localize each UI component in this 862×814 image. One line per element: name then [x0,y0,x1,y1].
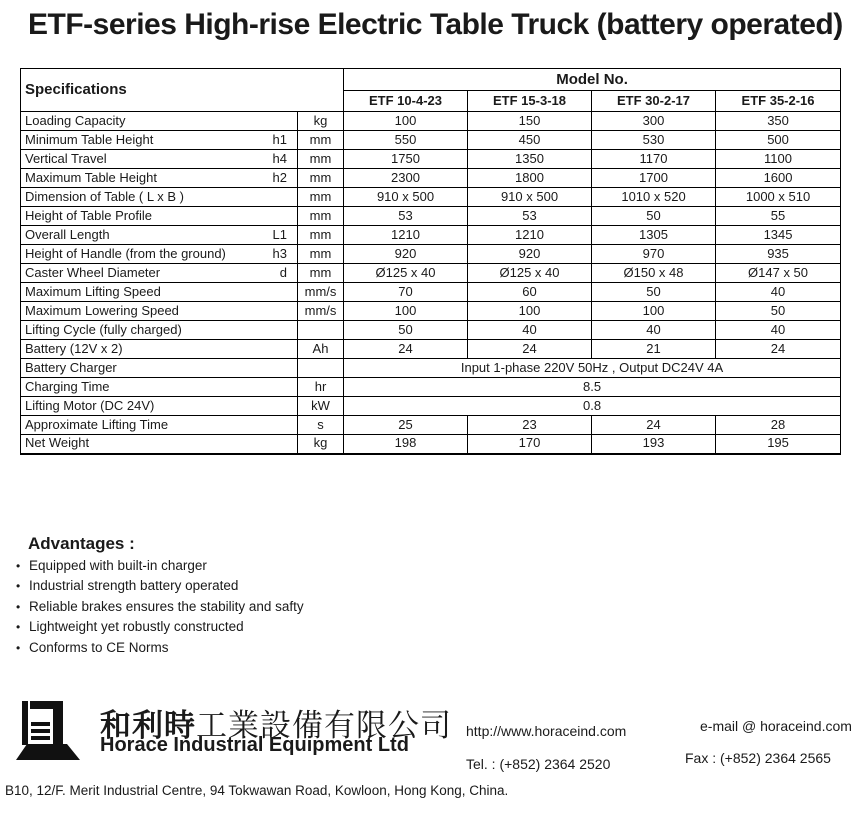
unit-cell: kg [298,435,344,454]
value-cell: 910 x 500 [344,188,468,207]
unit-cell: mm [298,169,344,188]
model-col-header-3: ETF 30-2-17 [592,91,716,112]
value-cell: 25 [344,416,468,435]
value-cell: 1350 [468,150,592,169]
value-cell: Ø150 x 48 [592,264,716,283]
spec-name: Battery Charger [25,359,117,375]
model-col-header-4: ETF 35-2-16 [716,91,841,112]
spec-table-body [21,112,841,454]
spec-name: Overall Length [25,226,110,242]
table-row [21,150,841,169]
spec-name-cell [21,169,298,188]
spec-name: Maximum Lowering Speed [25,302,179,318]
value-cell: 198 [344,435,468,454]
spec-name: Height of Handle (from the ground) [25,245,226,261]
value-cell: 53 [344,207,468,226]
spec-symbol: h4 [272,150,287,166]
model-col-header-2: ETF 15-3-18 [468,91,592,112]
value-cell: 193 [592,435,716,454]
bullet-icon: • [16,559,21,573]
company-name-chinese-rest: 工業設備有限公司 [196,708,452,743]
model-no-header: Model No. [344,69,841,91]
spec-symbol: d [279,264,287,280]
table-row [21,321,841,340]
spec-name-cell [21,283,298,302]
value-cell: 21 [592,340,716,359]
unit-cell: mm/s [298,302,344,321]
value-cell: 910 x 500 [468,188,592,207]
value-cell: Ø125 x 40 [468,264,592,283]
value-cell: 100 [344,112,468,131]
value-cell: 450 [468,131,592,150]
value-cell: 70 [344,283,468,302]
unit-cell: mm [298,245,344,264]
value-cell: 24 [344,340,468,359]
spec-name-cell [21,188,298,207]
advantage-text: Conforms to CE Norms [29,639,169,655]
spec-name-cell [21,416,298,435]
spec-name-cell [21,359,298,378]
value-cell: 24 [716,340,841,359]
spec-name: Charging Time [25,378,110,394]
value-cell: 40 [716,321,841,340]
table-row [21,169,841,188]
value-cell: 40 [716,283,841,302]
spec-name-cell [21,245,298,264]
value-cell: 1210 [344,226,468,245]
unit-cell: s [298,416,344,435]
unit-cell: mm [298,131,344,150]
unit-cell: hr [298,378,344,397]
table-row [21,397,841,416]
table-row [21,378,841,397]
unit-cell [298,321,344,340]
value-cell: 100 [344,302,468,321]
spec-name-cell [21,321,298,340]
value-cell: 60 [468,283,592,302]
value-cell: 50 [716,302,841,321]
spec-name-cell [21,131,298,150]
advantage-item [16,556,304,576]
spec-name: Lifting Cycle (fully charged) [25,321,182,337]
value-cell: Ø125 x 40 [344,264,468,283]
unit-cell: kg [298,112,344,131]
unit-cell: Ah [298,340,344,359]
spec-name-cell [21,302,298,321]
table-row [21,207,841,226]
value-cell: 1010 x 520 [592,188,716,207]
bullet-icon: • [16,579,21,594]
spec-name-cell [21,435,298,454]
page-title: ETF-series High-rise Electric Table Truck (battery operated) [28,8,843,41]
spec-name-cell [21,226,298,245]
unit-cell: mm/s [298,283,344,302]
value-cell: 100 [468,302,592,321]
spec-name-cell [21,340,298,359]
merged-value-cell: Input 1-phase 220V 50Hz , Output DC24V 4A [344,359,841,378]
spec-name: Height of Table Profile [25,207,152,223]
value-cell: 530 [592,131,716,150]
unit-cell: mm [298,226,344,245]
unit-cell [298,359,344,378]
bullet-icon: • [16,599,21,614]
bullet-icon: • [16,640,21,655]
value-cell: 935 [716,245,841,264]
spec-name: Minimum Table Height [25,131,154,147]
company-logo-icon [14,698,92,764]
spec-name-cell [21,264,298,283]
value-cell: 500 [716,131,841,150]
value-cell: 100 [592,302,716,321]
spec-name-cell [21,150,298,169]
fax-number: Fax : (+852) 2364 2565 [685,750,831,766]
spec-symbol: L1 [272,226,287,242]
spec-name-cell [21,207,298,226]
bullet-icon: • [16,620,21,635]
value-cell: 24 [468,340,592,359]
advantage-item [16,638,304,658]
value-cell: 23 [468,416,592,435]
value-cell: 1600 [716,169,841,188]
model-col-header-1: ETF 10-4-23 [344,91,468,112]
value-cell: 1700 [592,169,716,188]
value-cell: 50 [592,283,716,302]
unit-cell: mm [298,188,344,207]
spec-name: Dimension of Table ( L x B ) [25,188,184,204]
table-row [21,416,841,435]
value-cell: 24 [592,416,716,435]
spec-name: Caster Wheel Diameter [25,264,161,280]
unit-cell: kW [298,397,344,416]
value-cell: 2300 [344,169,468,188]
table-row [21,112,841,131]
table-row [21,435,841,454]
advantage-text: Lightweight yet robustly constructed [29,619,244,635]
spec-name: Approximate Lifting Time [25,416,169,432]
value-cell: 55 [716,207,841,226]
value-cell: 1210 [468,226,592,245]
value-cell: 1100 [716,150,841,169]
value-cell: 1750 [344,150,468,169]
value-cell: 40 [468,321,592,340]
table-row [21,340,841,359]
value-cell: 40 [592,321,716,340]
specifications-header: Specifications [21,69,344,112]
table-header-row-model [21,69,841,91]
spec-name: Net Weight [25,435,90,451]
table-row [21,283,841,302]
advantage-item [16,597,304,617]
spec-name-cell [21,397,298,416]
advantage-item [16,576,304,596]
advantages-list [16,556,304,658]
table-row [21,131,841,150]
spec-name: Maximum Lifting Speed [25,283,161,299]
value-cell: 550 [344,131,468,150]
advantage-text: Industrial strength battery operated [29,578,239,594]
table-row [21,264,841,283]
spec-name-cell [21,112,298,131]
unit-cell: mm [298,264,344,283]
spec-symbol: h3 [272,245,287,261]
value-cell: 28 [716,416,841,435]
unit-cell: mm [298,207,344,226]
merged-value-cell: 8.5 [344,378,841,397]
value-cell: 53 [468,207,592,226]
spec-table [20,68,841,455]
value-cell: 50 [592,207,716,226]
spec-name: Lifting Motor (DC 24V) [25,397,155,413]
table-row [21,359,841,378]
spec-name: Maximum Table Height [25,169,157,185]
value-cell: 350 [716,112,841,131]
advantage-text: Equipped with built-in charger [29,558,207,573]
spec-name: Vertical Travel [25,150,107,166]
company-name-chinese-stylized: 和利時 [100,708,196,743]
value-cell: 970 [592,245,716,264]
table-row [21,302,841,321]
value-cell: 1800 [468,169,592,188]
value-cell: 50 [344,321,468,340]
advantages-heading: Advantages : [28,534,135,553]
telephone-number: Tel. : (+852) 2364 2520 [466,756,611,772]
value-cell: 170 [468,435,592,454]
spec-name: Battery (12V x 2) [25,340,123,356]
value-cell: Ø147 x 50 [716,264,841,283]
value-cell: 920 [344,245,468,264]
value-cell: 300 [592,112,716,131]
unit-cell: mm [298,150,344,169]
advantage-item [16,617,304,637]
merged-value-cell: 0.8 [344,397,841,416]
spec-name: Loading Capacity [25,112,126,128]
company-name-english: Horace Industrial Equipment Ltd [100,734,409,756]
value-cell: 920 [468,245,592,264]
value-cell: 1170 [592,150,716,169]
website-url: http://www.horaceind.com [466,723,627,739]
value-cell: 195 [716,435,841,454]
spec-symbol: h2 [272,169,287,185]
table-row [21,188,841,207]
value-cell: 1000 x 510 [716,188,841,207]
table-row [21,226,841,245]
table-row [21,245,841,264]
company-address: B10, 12/F. Merit Industrial Centre, 94 Tokwawan Road, Kowloon, Hong Kong, China. [5,783,509,798]
email-address: e-mail @ horaceind.com [700,718,852,734]
spec-symbol: h1 [272,131,287,147]
advantage-text: Reliable brakes ensures the stability and safty [29,598,304,614]
value-cell: 150 [468,112,592,131]
spec-name-cell [21,378,298,397]
value-cell: 1305 [592,226,716,245]
value-cell: 1345 [716,226,841,245]
